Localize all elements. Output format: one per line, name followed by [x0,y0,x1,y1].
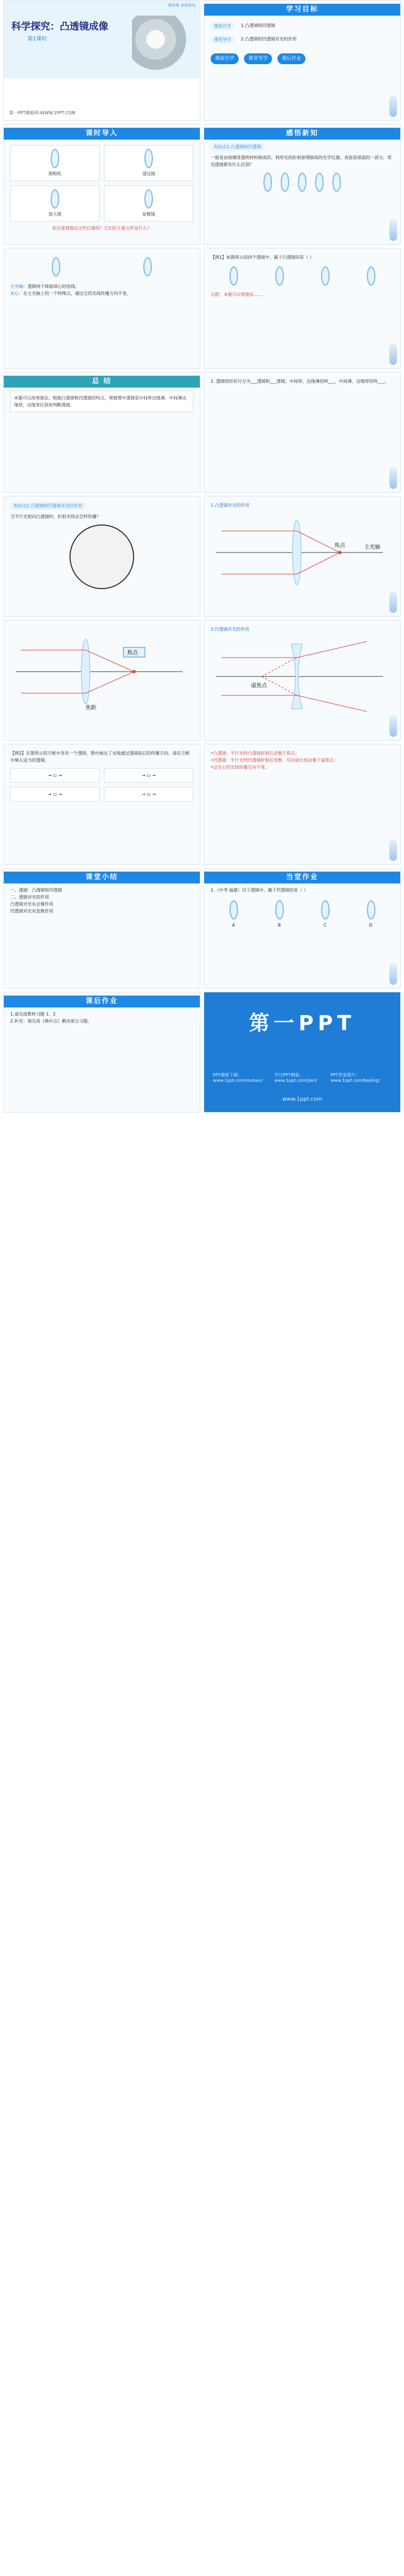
label-focus-2: 焦点 [127,650,138,656]
choice-b-icon[interactable] [275,266,284,286]
goals-slide [204,0,401,121]
tips-slide: •凸透镜：平行光经凸透镜折射后会聚于焦点； •凹透镜：平行光经凹透镜折射后发散，反向延长线会聚于虚焦点； •过光心的光线传播方向不变。 [204,744,401,865]
choice-c-icon[interactable] [321,266,330,286]
row-2 [0,124,404,245]
pen-icon [389,963,397,985]
homework-line-1: 1.请完成教材习题 1、2 [10,1012,56,1017]
example1-hint: 点拨：本题可以观察法…… [211,292,262,297]
goals-item-1: 1.凸透镜和凹透镜 [241,23,275,28]
homework-slide [3,992,200,1113]
example1-question: 【例1】如图所示的四个透镜中，属于凸透镜的是（ ） [211,255,314,260]
question2-slide: 1. 透镜按形状可分为___透镜和___透镜。中间厚、边缘薄的叫___，中间薄、边缘厚的叫___。 [204,372,401,493]
pen-icon [389,839,397,861]
concave-diagram-slide [204,620,401,741]
summary-item-4: 凹透镜对光有发散作用 [10,909,53,914]
check-slide [204,868,401,989]
homework-line-2: 2.补充：请完成《典中点》剩余部分习题。 [10,1019,92,1024]
summary-item-3: 凸透镜对光有会聚作用 [10,902,53,907]
summary-slide [3,372,200,493]
concave-title: 2.凹透镜对光的作用 [211,627,249,632]
row-8 [0,868,404,989]
gear-icon [132,16,191,75]
check-choice-d[interactable]: D [369,923,373,928]
presentation-page [0,0,404,1113]
row-6 [0,620,404,741]
concave-lens-icon [143,257,152,277]
pen-icon [389,591,397,613]
cover-title: 科学探究：凸透镜成像 [11,21,108,32]
summary-item-1: 一、透镜：凸透镜和凹透镜 [10,888,62,893]
check-choice-b[interactable]: B [277,923,281,928]
summary-text: 本题可以用观察法，根据凸透镜和凹透镜的特点，观察图中透镜是中间厚边缘薄，中间薄边缘厚，边缘等区别而判断透镜。 [10,391,193,412]
goals-nav-2[interactable]: 课堂导学 [244,53,272,64]
label-focal: 焦距 [86,705,96,711]
choice-a-icon[interactable] [229,266,238,286]
goals-tag-1: 课前自学 [211,22,234,30]
homework-heading: 课后作业 [4,996,200,1007]
pen-icon [389,715,397,737]
intro-label-1: 照相机 [48,171,61,176]
goals-nav [211,53,394,64]
row-7 [0,744,404,865]
row-1 [0,0,404,121]
concave-diagram [211,636,388,717]
label-focus: 焦点 [335,543,345,549]
example1-slide [204,248,401,369]
footer-slide [204,992,401,1113]
point2-tag: 知识点2 凸透镜和凹透镜对光的作用 [10,502,86,510]
focus-diagram-slide [3,620,200,741]
convex-diagram [211,512,388,593]
goals-nav-1[interactable]: 课前自学 [211,53,239,64]
intro-question: 你注意观察过这些仪器吗？它们的主要元件是什么？ [52,226,151,231]
cover-subtitle: 第1课时 [27,36,47,42]
check-choice-c[interactable]: C [323,923,327,928]
pen-icon [389,219,397,241]
intro-label-2: 望远镜 [142,171,155,176]
label-axis: 主光轴 [364,544,380,550]
goals-tag-2: 课堂导学 [211,36,234,44]
footer-links [204,1096,400,1102]
footer-link-1[interactable]: PPT模板下载：www.1ppt.com/moban/ [213,1073,263,1083]
check-choice-a[interactable]: A [232,923,235,928]
point2-slide [3,496,200,617]
pen-icon [389,95,397,117]
focus-diagram [10,626,188,717]
check-question: 1.（中考·福建）以下透镜中，属于凹透镜的是（ ） [211,888,308,893]
row-3 [0,248,404,369]
cover-top-right: 第四章 多彩的光 [168,3,196,8]
small-summary-heading: 课堂小结 [4,872,200,883]
pen-icon [389,467,397,489]
goals-nav-3[interactable]: 课后作业 [277,53,305,64]
goals-heading: 学习目标 [204,4,400,16]
pen-icon [389,343,397,365]
check-heading: 当堂作业 [204,872,400,883]
point2-question: 当平行光射向凸透镜时，折射光线会怎样传播？ [10,514,101,519]
row-9 [0,992,404,1113]
intro-slide [3,124,200,245]
cover-slide [3,0,200,121]
choice-d-icon[interactable] [367,266,375,286]
convex-lens-icon [52,257,60,277]
intro-label-3: 放大镜 [48,212,61,217]
footer-link-2[interactable]: 节日PPT模板：www.1ppt.com/jieri/ [274,1073,317,1083]
row-5 [0,496,404,617]
example2-slide: 【例2】在图所示的方框中各有一个透镜，图中画出了光线通过透镜前后的传播方向，请在方框中填入适当的透镜。 → ▭ → → ▭ → → ▭ → → ▭ → [3,744,200,865]
small-summary-slide [3,868,200,989]
knowledge-slide [204,124,401,245]
example2-question: 【例2】在图所示的方框中各有一个透镜，图中画出了光线通过透镜前后的传播方向，请在方框中填入适当的透镜。 [10,751,190,763]
footer-brand: 第一PPT [249,1011,356,1035]
intro-heading: 课时导入 [4,128,200,140]
knowledge-text: 一般是由玻璃等透明材料制成的、利用光的折射原理制成的光学仪器。表面是球面的一部分，常见透镜都有什么区别？ [211,155,392,167]
label-virtual: 虚焦点 [251,683,267,689]
knowledge-point: 知识点1 凸透镜和凹透镜 [211,143,264,151]
summary-heading: 总 结 [4,376,200,388]
goals-item-2: 2.凸透镜和凹透镜对光的作用 [241,37,297,42]
footer-link-3[interactable]: PPT背景图片：www.1ppt.com/beijing/ [330,1073,380,1083]
summary-item-2: 二、透镜对光的作用 [10,895,49,900]
intro-label-4: 显微镜 [142,212,155,217]
convex-diagram-slide [204,496,401,617]
convex-title: 1.凸透镜对光的作用 [211,503,249,508]
lens-types-slide: 主光轴：透镜两个球面球心的连线； 光心：在主光轴上的一个特殊点，通过它的光线传播方向不变。 [3,248,200,369]
footer-url[interactable]: www.1ppt.com [282,1096,323,1102]
row-4 [0,372,404,493]
knowledge-heading: 感悟新知 [204,128,400,140]
cover-site: 第一PPT模板网-WWW.1PPT.COM [9,111,75,115]
